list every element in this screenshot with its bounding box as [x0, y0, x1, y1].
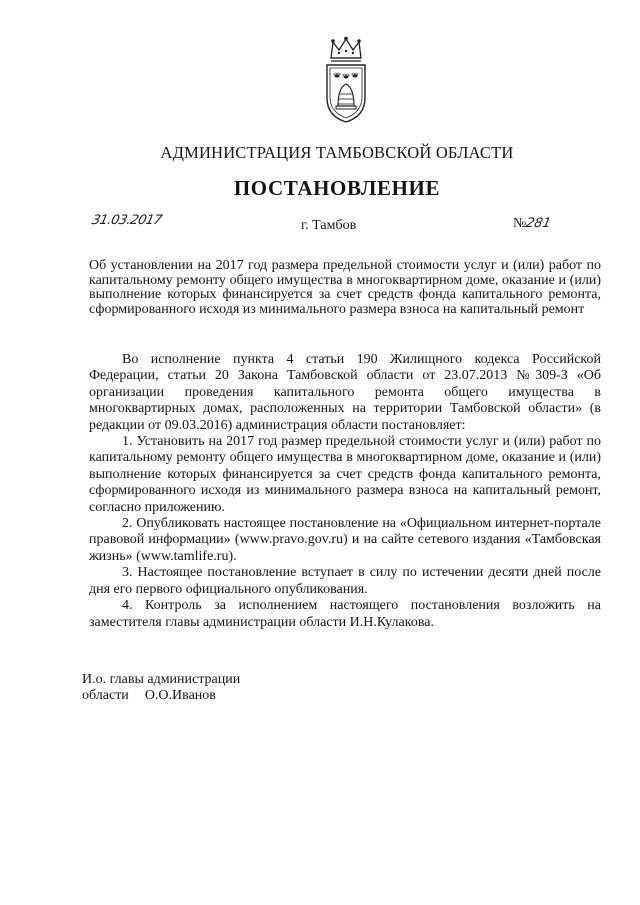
document-date: 31.03.2017: [90, 213, 164, 228]
body-item: 2. Опубликовать настоящее постановление на «Официальном интернет-портале правовой информации» (www.pravo.gov.ru) и на сайте сетевого издания «Тамбовская жизнь» (www.tamlife.ru).: [89, 516, 601, 564]
signatory-title-line1: И.о. главы администрации: [82, 672, 241, 687]
document-type-title: ПОСТАНОВЛЕНИЕ: [233, 176, 441, 200]
document-city: г. Тамбов: [301, 218, 357, 233]
organization-name: АДМИНИСТРАЦИЯ ТАМБОВСКОЙ ОБЛАСТИ: [160, 143, 514, 162]
tambov-coat-of-arms-icon: [321, 36, 371, 126]
signature-block: [82, 672, 240, 703]
document-body: [89, 352, 601, 631]
signatory-title-line2: области: [82, 687, 129, 703]
body-item: 3. Настоящее постановление вступает в силу по истечении десяти дней после дня его первого официального опубликования.: [89, 565, 601, 597]
signatory-row: [82, 688, 240, 704]
document-number: [513, 216, 551, 232]
number-value: 281: [524, 216, 553, 231]
number-prefix: №: [513, 216, 527, 231]
body-item: 1. Установить на 2017 год размер предельной стоимости услуг и (или) работ по капитальному ремонту общего имущества в многоквартирном доме, оказание и (или) выполнение которых финансируется за счет средств фонда капитального ремонта, сформированного исходя из минимального размера взноса на капитальный ремонт, согласно приложению.: [89, 434, 601, 515]
signatory-name: О.О.Иванов: [144, 687, 216, 703]
body-preamble: Во исполнение пункта 4 статьи 190 Жилищного кодекса Российской Федерации, статьи 20 Закона Тамбовской области от 23.07.2013 №309-З «Об организации проведения капитального ремонта общего имущества в многоквартирных домах, расположенных на территории Тамбовской области» (в редакции от 09.03.2016) администрация области постановляет:: [89, 352, 601, 433]
body-item: 4. Контроль за исполнением настоящего постановления возложить на заместителя главы администрации области И.Н.Кулакова.: [89, 598, 601, 630]
document-subject: Об установлении на 2017 год размера предельной стоимости услуг и (или) работ по капитальному ремонту общего имущества в многоквартирном доме, оказание и (или) выполнение которых финансируется за счет средств фонда капитального ремонта, сформированного исходя из минимального размера взноса на капитальный ремонт: [89, 258, 601, 317]
